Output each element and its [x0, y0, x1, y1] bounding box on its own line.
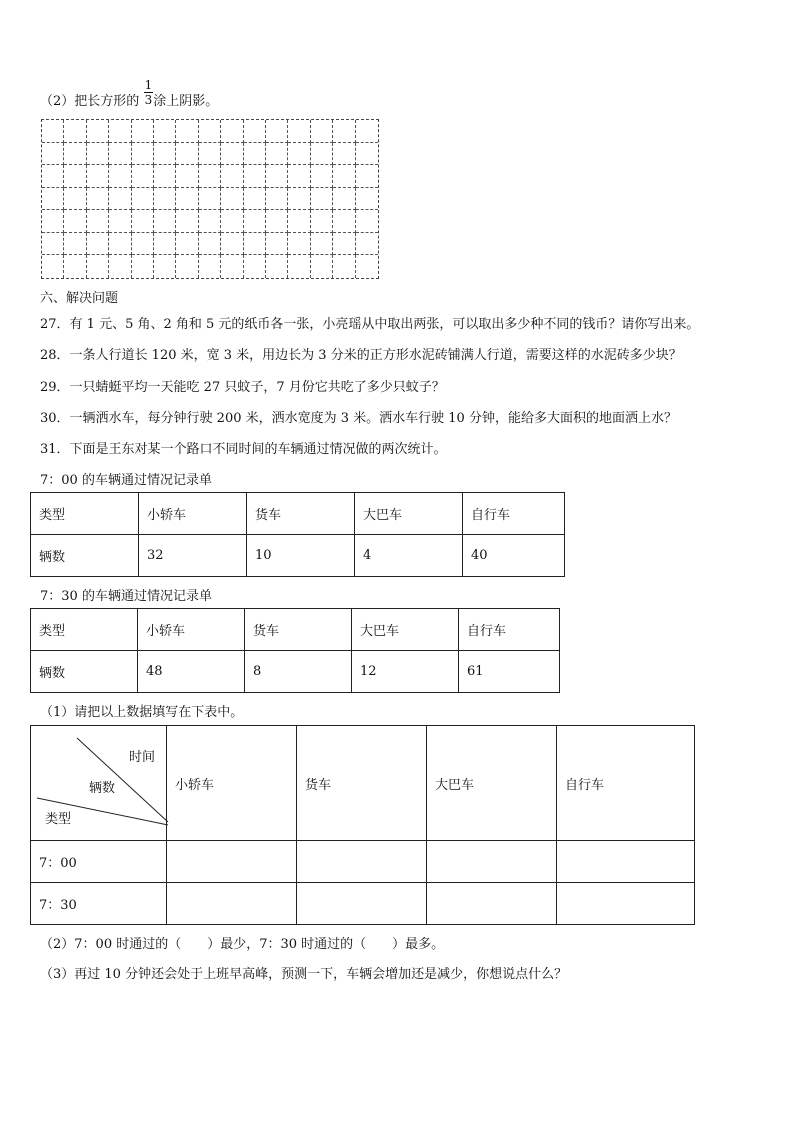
question-30: 30．一辆洒水车，每分钟行驶 200 米，洒水宽度为 3 米。洒水车行驶 10 分钟，能给多大面积的地面洒上水？ [40, 411, 677, 426]
grid-cell[interactable] [288, 143, 310, 166]
grid-cell[interactable] [266, 165, 288, 188]
question-28: 28．一条人行道长 120 米，宽 3 米，用边长为 3 分米的正方形水泥砖铺满人行道，需要这样的水泥砖多少块？ [40, 348, 682, 363]
grid-cell[interactable] [199, 233, 221, 256]
grid-cell[interactable] [288, 165, 310, 188]
grid-cell[interactable] [244, 188, 266, 211]
table-header-cell: 小轿车 [139, 493, 247, 535]
table-header-cell: 自行车 [459, 609, 560, 651]
grid-cell[interactable] [132, 210, 154, 233]
grid-cell[interactable] [356, 188, 378, 211]
grid-cell[interactable] [356, 165, 378, 188]
grid-cell[interactable] [87, 233, 109, 256]
blank-cell[interactable] [167, 841, 297, 883]
blank-cell[interactable] [297, 883, 427, 925]
grid-cell[interactable] [42, 188, 64, 211]
grid-cell[interactable] [87, 165, 109, 188]
fill-in-table [30, 725, 695, 925]
table-header-cell: 自行车 [557, 726, 695, 841]
blank-cell[interactable] [427, 883, 557, 925]
grid-cell[interactable] [221, 143, 243, 166]
grid-cell[interactable] [109, 210, 131, 233]
row-label-700: 7：00 [31, 841, 167, 883]
table-header-cell: 货车 [245, 609, 352, 651]
table-row [31, 609, 560, 651]
fraction-numerator: 1 [144, 78, 153, 92]
table-header-cell: 小轿车 [138, 609, 245, 651]
grid-cell[interactable] [154, 255, 176, 278]
grid-cell[interactable] [199, 120, 221, 143]
table-header-cell: 类型 [31, 493, 139, 535]
grid-cell[interactable] [221, 210, 243, 233]
grid-cell[interactable] [333, 233, 355, 256]
section-title: 六、解决问题 [40, 291, 119, 306]
grid-cell[interactable] [333, 120, 355, 143]
table-header-cell: 大巴车 [427, 726, 557, 841]
table-header-cell: 类型 [31, 609, 138, 651]
blank-cell[interactable] [557, 883, 695, 925]
grid-cell[interactable] [109, 165, 131, 188]
diagonal-header-cell [31, 726, 167, 841]
table-header-cell: 自行车 [463, 493, 565, 535]
grid-cell[interactable] [221, 255, 243, 278]
table-cell: 61 [459, 651, 560, 693]
grid-cell[interactable] [64, 165, 86, 188]
grid-cell[interactable] [266, 120, 288, 143]
grid-cell[interactable] [356, 233, 378, 256]
table-cell: 48 [138, 651, 245, 693]
fraction-one-third [144, 79, 153, 106]
grid-cell[interactable] [109, 143, 131, 166]
grid-cell[interactable] [311, 188, 333, 211]
table-row [31, 535, 565, 577]
grid-cell[interactable] [311, 143, 333, 166]
grid-cell[interactable] [244, 233, 266, 256]
table1-caption: 7：00 的车辆通过情况记录单 [40, 473, 212, 488]
table-cell: 8 [245, 651, 352, 693]
grid-cell[interactable] [176, 255, 198, 278]
grid-cell[interactable] [132, 143, 154, 166]
grid-cell[interactable] [64, 255, 86, 278]
blank-cell[interactable] [427, 841, 557, 883]
grid-cell[interactable] [244, 120, 266, 143]
grid-cell[interactable] [154, 120, 176, 143]
table-row [31, 651, 560, 693]
question-31: 31．下面是王东对某一个路口不同时间的车辆通过情况做的两次统计。 [40, 442, 447, 457]
sub-question-3: （3）再过 10 分钟还会处于上班早高峰，预测一下，车辆会增加还是减少，你想说点什么？ [40, 967, 568, 982]
grid-cell[interactable] [266, 188, 288, 211]
grid-cell[interactable] [288, 233, 310, 256]
grid-cell[interactable] [154, 165, 176, 188]
table-header-cell: 货车 [297, 726, 427, 841]
grid-cell[interactable] [333, 255, 355, 278]
table-cell: 辆数 [31, 651, 138, 693]
grid-cell[interactable] [199, 255, 221, 278]
table-row [31, 883, 695, 925]
grid-cell[interactable] [87, 210, 109, 233]
grid-cell[interactable] [311, 165, 333, 188]
grid-cell[interactable] [176, 233, 198, 256]
grid-cell[interactable] [176, 143, 198, 166]
grid-cell[interactable] [288, 188, 310, 211]
grid-cell[interactable] [356, 120, 378, 143]
grid-cell[interactable] [176, 120, 198, 143]
table-cell: 12 [352, 651, 459, 693]
shade-prefix: （2）把长方形的 [40, 94, 140, 109]
shade-suffix: 涂上阴影。 [153, 94, 219, 109]
grid-cell[interactable] [221, 233, 243, 256]
table-cell: 4 [355, 535, 463, 577]
grid-cell[interactable] [356, 255, 378, 278]
fraction-denominator: 3 [144, 93, 153, 107]
grid-cell[interactable] [132, 188, 154, 211]
grid-cell[interactable] [333, 210, 355, 233]
grid-cell[interactable] [132, 165, 154, 188]
grid-cell[interactable] [199, 210, 221, 233]
grid-cell[interactable] [64, 188, 86, 211]
table-row [31, 841, 695, 883]
diag-label-time: 时间 [129, 750, 156, 765]
grid-cell[interactable] [288, 210, 310, 233]
grid-cell[interactable] [42, 255, 64, 278]
grid-cell[interactable] [42, 143, 64, 166]
grid-cell[interactable] [266, 255, 288, 278]
rectangle-grid[interactable] [41, 119, 379, 279]
question-27: 27．有 1 元、5 角、2 角和 5 元的纸币各一张，小亮瑶从中取出两张，可以取出多少种不同的钱币？请你写出来。 [40, 317, 700, 332]
grid-cell[interactable] [132, 120, 154, 143]
grid-cell[interactable] [356, 210, 378, 233]
grid-cell[interactable] [154, 210, 176, 233]
grid-cell[interactable] [199, 188, 221, 211]
grid-cell[interactable] [333, 143, 355, 166]
grid-cell[interactable] [311, 120, 333, 143]
sub-question-1: （1）请把以上数据填写在下表中。 [40, 705, 244, 720]
grid-cell[interactable] [333, 188, 355, 211]
table-header-cell: 小轿车 [167, 726, 297, 841]
table-cell: 40 [463, 535, 565, 577]
grid-cell[interactable] [266, 210, 288, 233]
grid-cell[interactable] [109, 120, 131, 143]
grid-cell[interactable] [176, 165, 198, 188]
grid-cell[interactable] [109, 255, 131, 278]
grid-cell[interactable] [311, 233, 333, 256]
grid-cell[interactable] [42, 210, 64, 233]
grid-cell[interactable] [64, 120, 86, 143]
record-table-700 [30, 492, 565, 577]
grid-cell[interactable] [221, 120, 243, 143]
table-header-cell: 大巴车 [352, 609, 459, 651]
grid-cell[interactable] [311, 210, 333, 233]
grid-cell[interactable] [199, 143, 221, 166]
grid-cell[interactable] [87, 188, 109, 211]
grid-cell[interactable] [221, 188, 243, 211]
grid-cell[interactable] [109, 188, 131, 211]
grid-cell[interactable] [154, 143, 176, 166]
row-label-730: 7：30 [31, 883, 167, 925]
grid-cell[interactable] [199, 165, 221, 188]
grid-cell[interactable] [87, 120, 109, 143]
grid-cell[interactable] [176, 188, 198, 211]
grid-cell[interactable] [109, 233, 131, 256]
grid-cell[interactable] [64, 233, 86, 256]
diag-label-type: 类型 [45, 812, 72, 827]
grid-cell[interactable] [288, 120, 310, 143]
blank-cell[interactable] [557, 841, 695, 883]
sub-question-2: （2）7：00 时通过的（ ）最少，7：30 时通过的（ ）最多。 [40, 937, 445, 952]
table-cell: 辆数 [31, 535, 139, 577]
grid-cell[interactable] [333, 165, 355, 188]
grid-cell[interactable] [132, 255, 154, 278]
grid-cell[interactable] [266, 143, 288, 166]
question-29: 29．一只蜻蜓平均一天能吃 27 只蚊子，7 月份它共吃了多少只蚊子？ [40, 380, 445, 395]
table-cell: 10 [247, 535, 355, 577]
blank-cell[interactable] [297, 841, 427, 883]
grid-cell[interactable] [154, 233, 176, 256]
diag-label-count: 辆数 [89, 781, 116, 796]
grid-cell[interactable] [311, 255, 333, 278]
grid-cell[interactable] [356, 143, 378, 166]
grid-cell[interactable] [244, 165, 266, 188]
table-cell: 32 [139, 535, 247, 577]
grid-cell[interactable] [42, 120, 64, 143]
table-row [31, 726, 695, 841]
record-table-730 [30, 608, 560, 693]
grid-cell[interactable] [244, 210, 266, 233]
grid-cell[interactable] [64, 210, 86, 233]
grid-cell[interactable] [266, 233, 288, 256]
grid-cell[interactable] [87, 255, 109, 278]
grid-cell[interactable] [87, 143, 109, 166]
blank-cell[interactable] [167, 883, 297, 925]
table-header-cell: 大巴车 [355, 493, 463, 535]
grid-cell[interactable] [244, 143, 266, 166]
grid-cell[interactable] [176, 210, 198, 233]
table-header-cell: 货车 [247, 493, 355, 535]
table2-caption: 7：30 的车辆通过情况记录单 [40, 589, 212, 604]
grid-cell[interactable] [42, 165, 64, 188]
grid-cell[interactable] [42, 233, 64, 256]
grid-cell[interactable] [132, 233, 154, 256]
shade-instruction [40, 90, 218, 109]
table-row [31, 493, 565, 535]
grid-cell[interactable] [221, 165, 243, 188]
grid-cell[interactable] [154, 188, 176, 211]
grid-cell[interactable] [288, 255, 310, 278]
grid-cell[interactable] [244, 255, 266, 278]
grid-cell[interactable] [64, 143, 86, 166]
